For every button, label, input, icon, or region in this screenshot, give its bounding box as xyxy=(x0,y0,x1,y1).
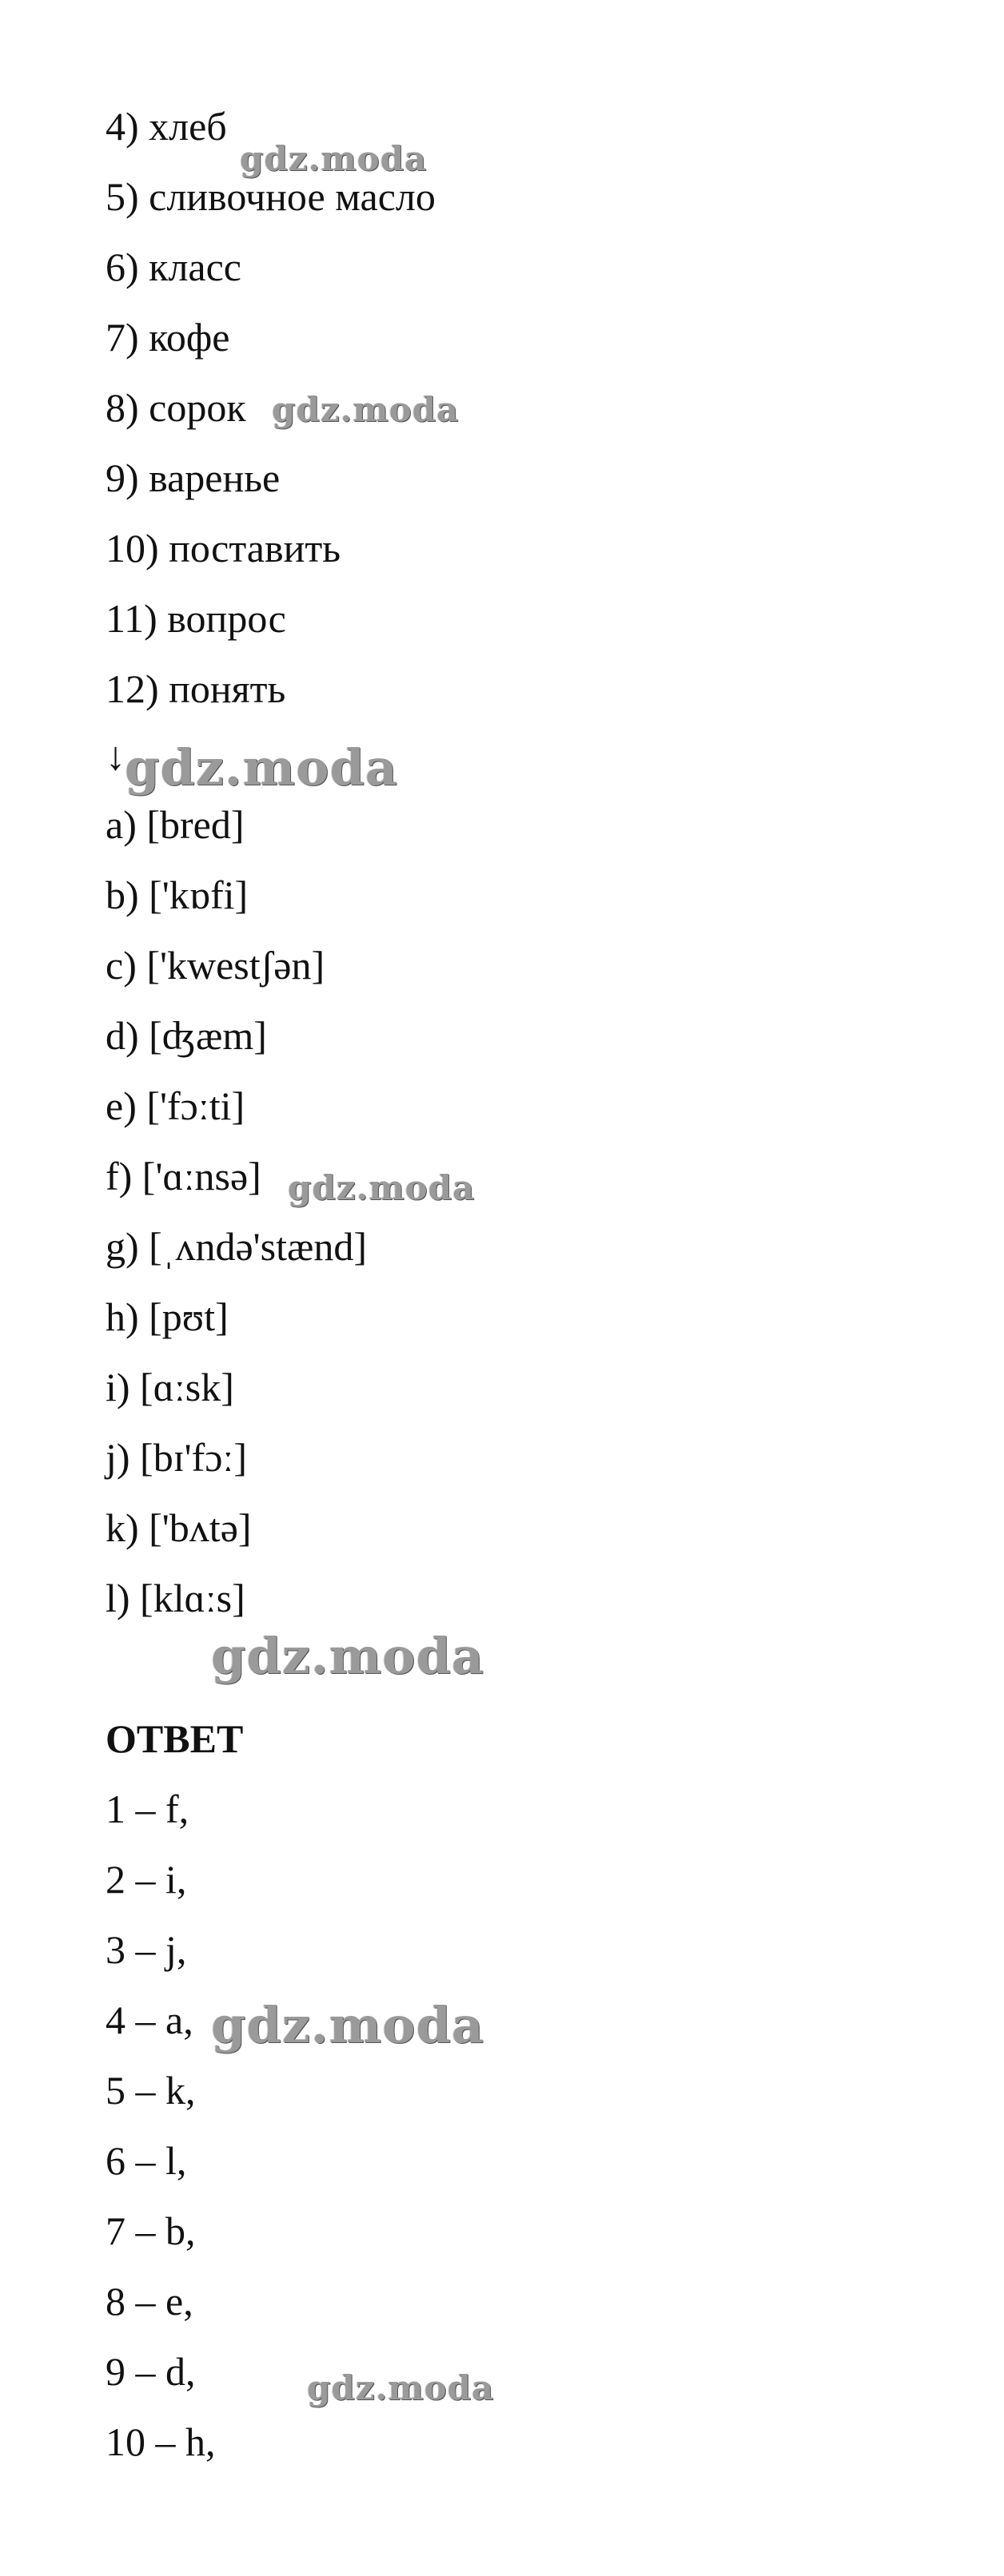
answer-item: 9 – d, xyxy=(106,2349,196,2394)
transcription-item: k) ['bʌtə] xyxy=(106,1505,252,1550)
answer-heading: ОТВЕТ xyxy=(106,1716,244,1761)
transcription-item: l) [klɑːs] xyxy=(106,1576,245,1620)
transcription-item: h) [pʊt] xyxy=(106,1294,229,1339)
transcription-item: i) [ɑːsk] xyxy=(106,1365,234,1409)
transcription-item: e) ['fɔːti] xyxy=(106,1083,245,1128)
answer-item: 5 – k, xyxy=(106,2068,196,2113)
watermark: gdz.moda xyxy=(272,390,460,429)
word-item: 5) сливочное масло xyxy=(106,174,436,219)
word-item: 11) вопрос xyxy=(106,596,286,641)
word-item: 7) кофе xyxy=(106,315,230,360)
transcription-item: c) ['kwestʃən] xyxy=(106,943,325,988)
answer-item: 4 – a, xyxy=(106,1998,193,2042)
answer-item: 7 – b, xyxy=(106,2208,196,2253)
word-item: 10) поставить xyxy=(106,526,341,570)
watermark: gdz.moda xyxy=(240,139,428,178)
transcription-item: a) [bred] xyxy=(106,802,245,847)
word-item: 12) понять xyxy=(106,666,286,711)
word-item: 4) хлеб xyxy=(106,104,227,149)
answer-item: 2 – i, xyxy=(106,1857,187,1902)
transcription-item: f) ['ɑːnsə] xyxy=(106,1154,261,1199)
answer-item: 3 – j, xyxy=(106,1927,187,1972)
transcription-item: j) [bɪ'fɔː] xyxy=(106,1435,247,1480)
watermark: gdz.moda xyxy=(211,1627,484,1685)
answer-item: 6 – l, xyxy=(106,2138,187,2183)
watermark: gdz.moda xyxy=(307,2368,495,2407)
transcription-item: b) ['kɒfi] xyxy=(106,873,249,917)
watermark: gdz.moda xyxy=(211,1996,484,2054)
word-item: 6) класс xyxy=(106,244,241,289)
down-arrow-icon: ↓ xyxy=(106,733,126,778)
word-item: 9) варенье xyxy=(106,455,281,500)
answer-item: 8 – e, xyxy=(106,2279,193,2324)
watermark: gdz.moda xyxy=(125,738,398,797)
watermark: gdz.moda xyxy=(288,1168,476,1207)
transcription-item: d) [ʤæm] xyxy=(106,1013,267,1058)
answer-item: 1 – f, xyxy=(106,1787,189,1831)
word-item: 8) сорок xyxy=(106,385,246,430)
transcription-item: g) [ˌʌndə'stænd] xyxy=(106,1224,368,1269)
answer-item: 10 – h, xyxy=(106,2419,216,2464)
